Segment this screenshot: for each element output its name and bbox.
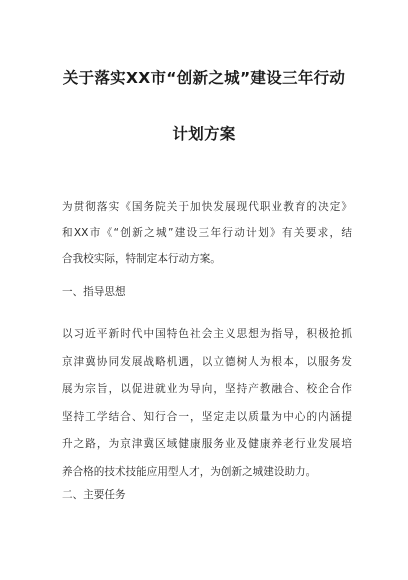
body-line-6: 养合格的技术技能应用型人才，为创新之城建设助力。 xyxy=(62,465,317,478)
intro-line-2: 和XX市《“创新之城”建设三年行动计划》有关要求，结 xyxy=(62,227,352,239)
intro-line-3: 合我校实际，特制定本行动方案。 xyxy=(62,253,221,265)
body-line-1: 以习近平新时代中国特色社会主义思想为指导，积极抢抓 xyxy=(62,328,352,340)
body-line-4: 坚持工学结合、知行合一，坚定走以质量为中心的内涵提 xyxy=(62,410,352,423)
document-title-line-2: 计划方案 xyxy=(172,125,236,143)
section-heading-guiding-ideology: 一、指导思想 xyxy=(62,286,126,298)
section-heading-main-tasks: 二、主要任务 xyxy=(62,489,126,501)
guiding-ideology-paragraph xyxy=(62,321,352,486)
document-title-line-1: 关于落实XX市“创新之城”建设三年行动 xyxy=(62,69,346,87)
intro-line-1: 为贯彻落实《国务院关于加快发展现代职业教育的决定》 xyxy=(62,201,352,213)
intro-paragraph xyxy=(62,194,352,272)
body-line-5: 升之路，为京津冀区域健康服务业及健康养老行业发展培 xyxy=(62,438,352,450)
body-line-3: 展为宗旨，以促进就业为导向，坚持产教融合、校企合作 xyxy=(62,383,352,395)
body-line-2: 京津冀协同发展战略机遇，以立德树人为根本，以服务发 xyxy=(62,355,352,368)
